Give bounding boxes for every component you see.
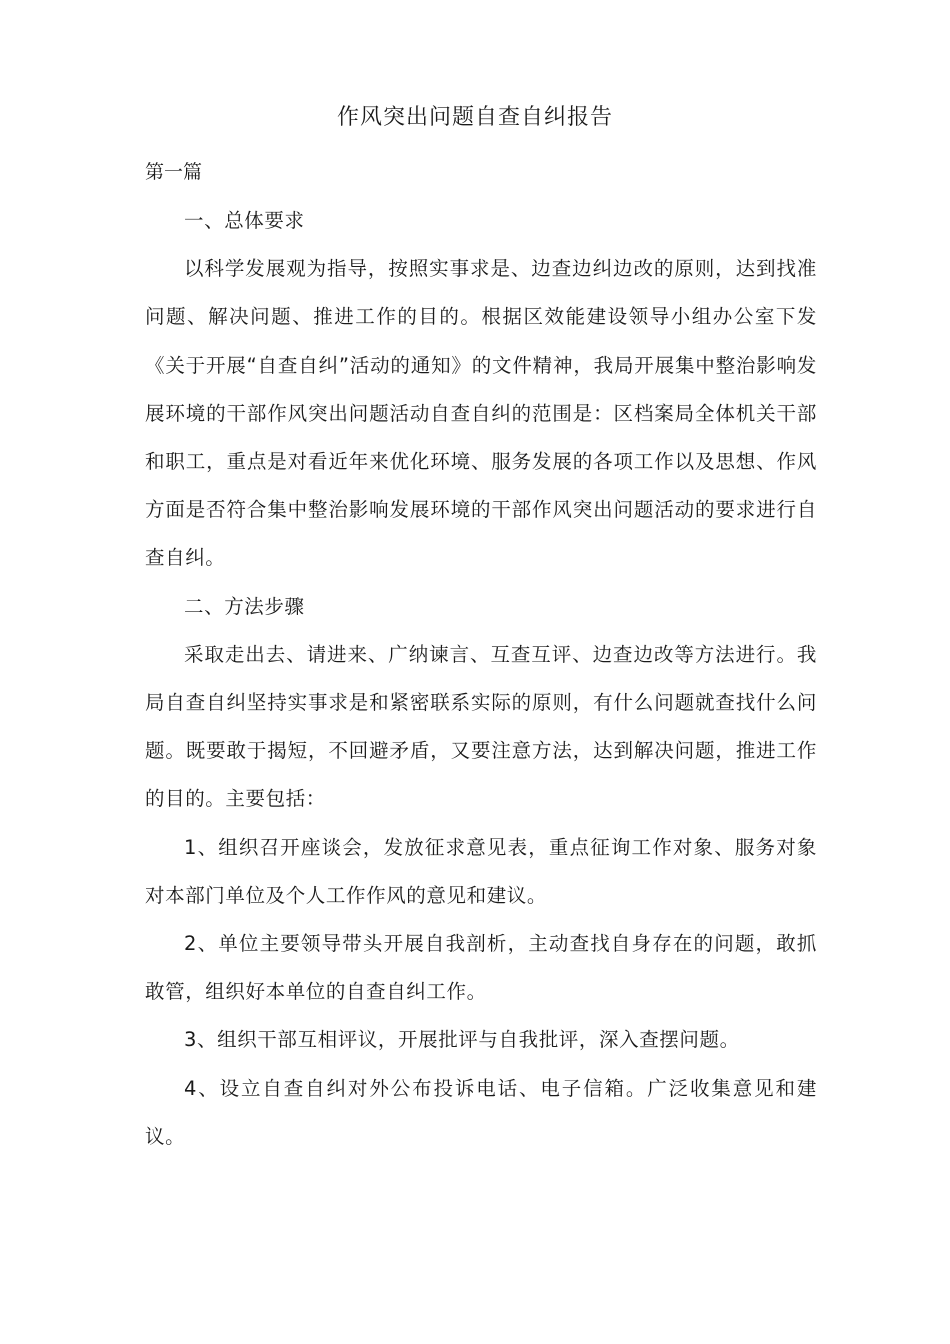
document-title: 作风突出问题自查自纠报告 [336, 105, 613, 130]
list-item-4: 4、设立自查自纠对外公布投诉电话、电子信箱。广泛收集意见和建议。 [145, 1076, 817, 1148]
paragraph-methods: 采取走出去、请进来、广纳谏言、互查互评、边查边改等方法进行。我局自查自纠坚持实事求是和紧密联系实际的原则，有什么问题就查找什么问题。既要敢于揭短，不回避矛盾，又要注意方法，达到解决问题，推进工作的目的。主要包括： [145, 642, 817, 811]
list-item-2: 2、单位主要领导带头开展自我剖析，主动查找自身存在的问题，敢抓敢管，组织好本单位的自查自纠工作。 [145, 932, 817, 1004]
paragraph-guidance: 以科学发展观为指导，按照实事求是、边查边纠边改的原则，达到找准问题、解决问题、推进工作的目的。根据区效能建设领导小组办公室下发《关于开展“自查自纠”活动的通知》的文件精神，我局开展集中整治影响发展环境的干部作风突出问题活动自查自纠的范围是：区档案局全体机关干部和职工，重点是对看近年来优化环境、服务发展的各项工作以及思想、作风方面是否符合集中整治影响发展环境的干部作风突出问题活动的要求进行自查自纠。 [145, 257, 817, 570]
list-item-1: 1、组织召开座谈会，发放征求意见表，重点征询工作对象、服务对象对本部门单位及个人工作作风的意见和建议。 [145, 835, 817, 907]
list-item-3: 3、组织干部互相评议，开展批评与自我批评，深入查摆问题。 [184, 1028, 740, 1052]
document-body [145, 197, 817, 1161]
section-label: 第一篇 [145, 161, 203, 183]
heading-general-requirements: 一、总体要求 [184, 209, 305, 232]
heading-methods-steps: 二、方法步骤 [184, 594, 305, 618]
